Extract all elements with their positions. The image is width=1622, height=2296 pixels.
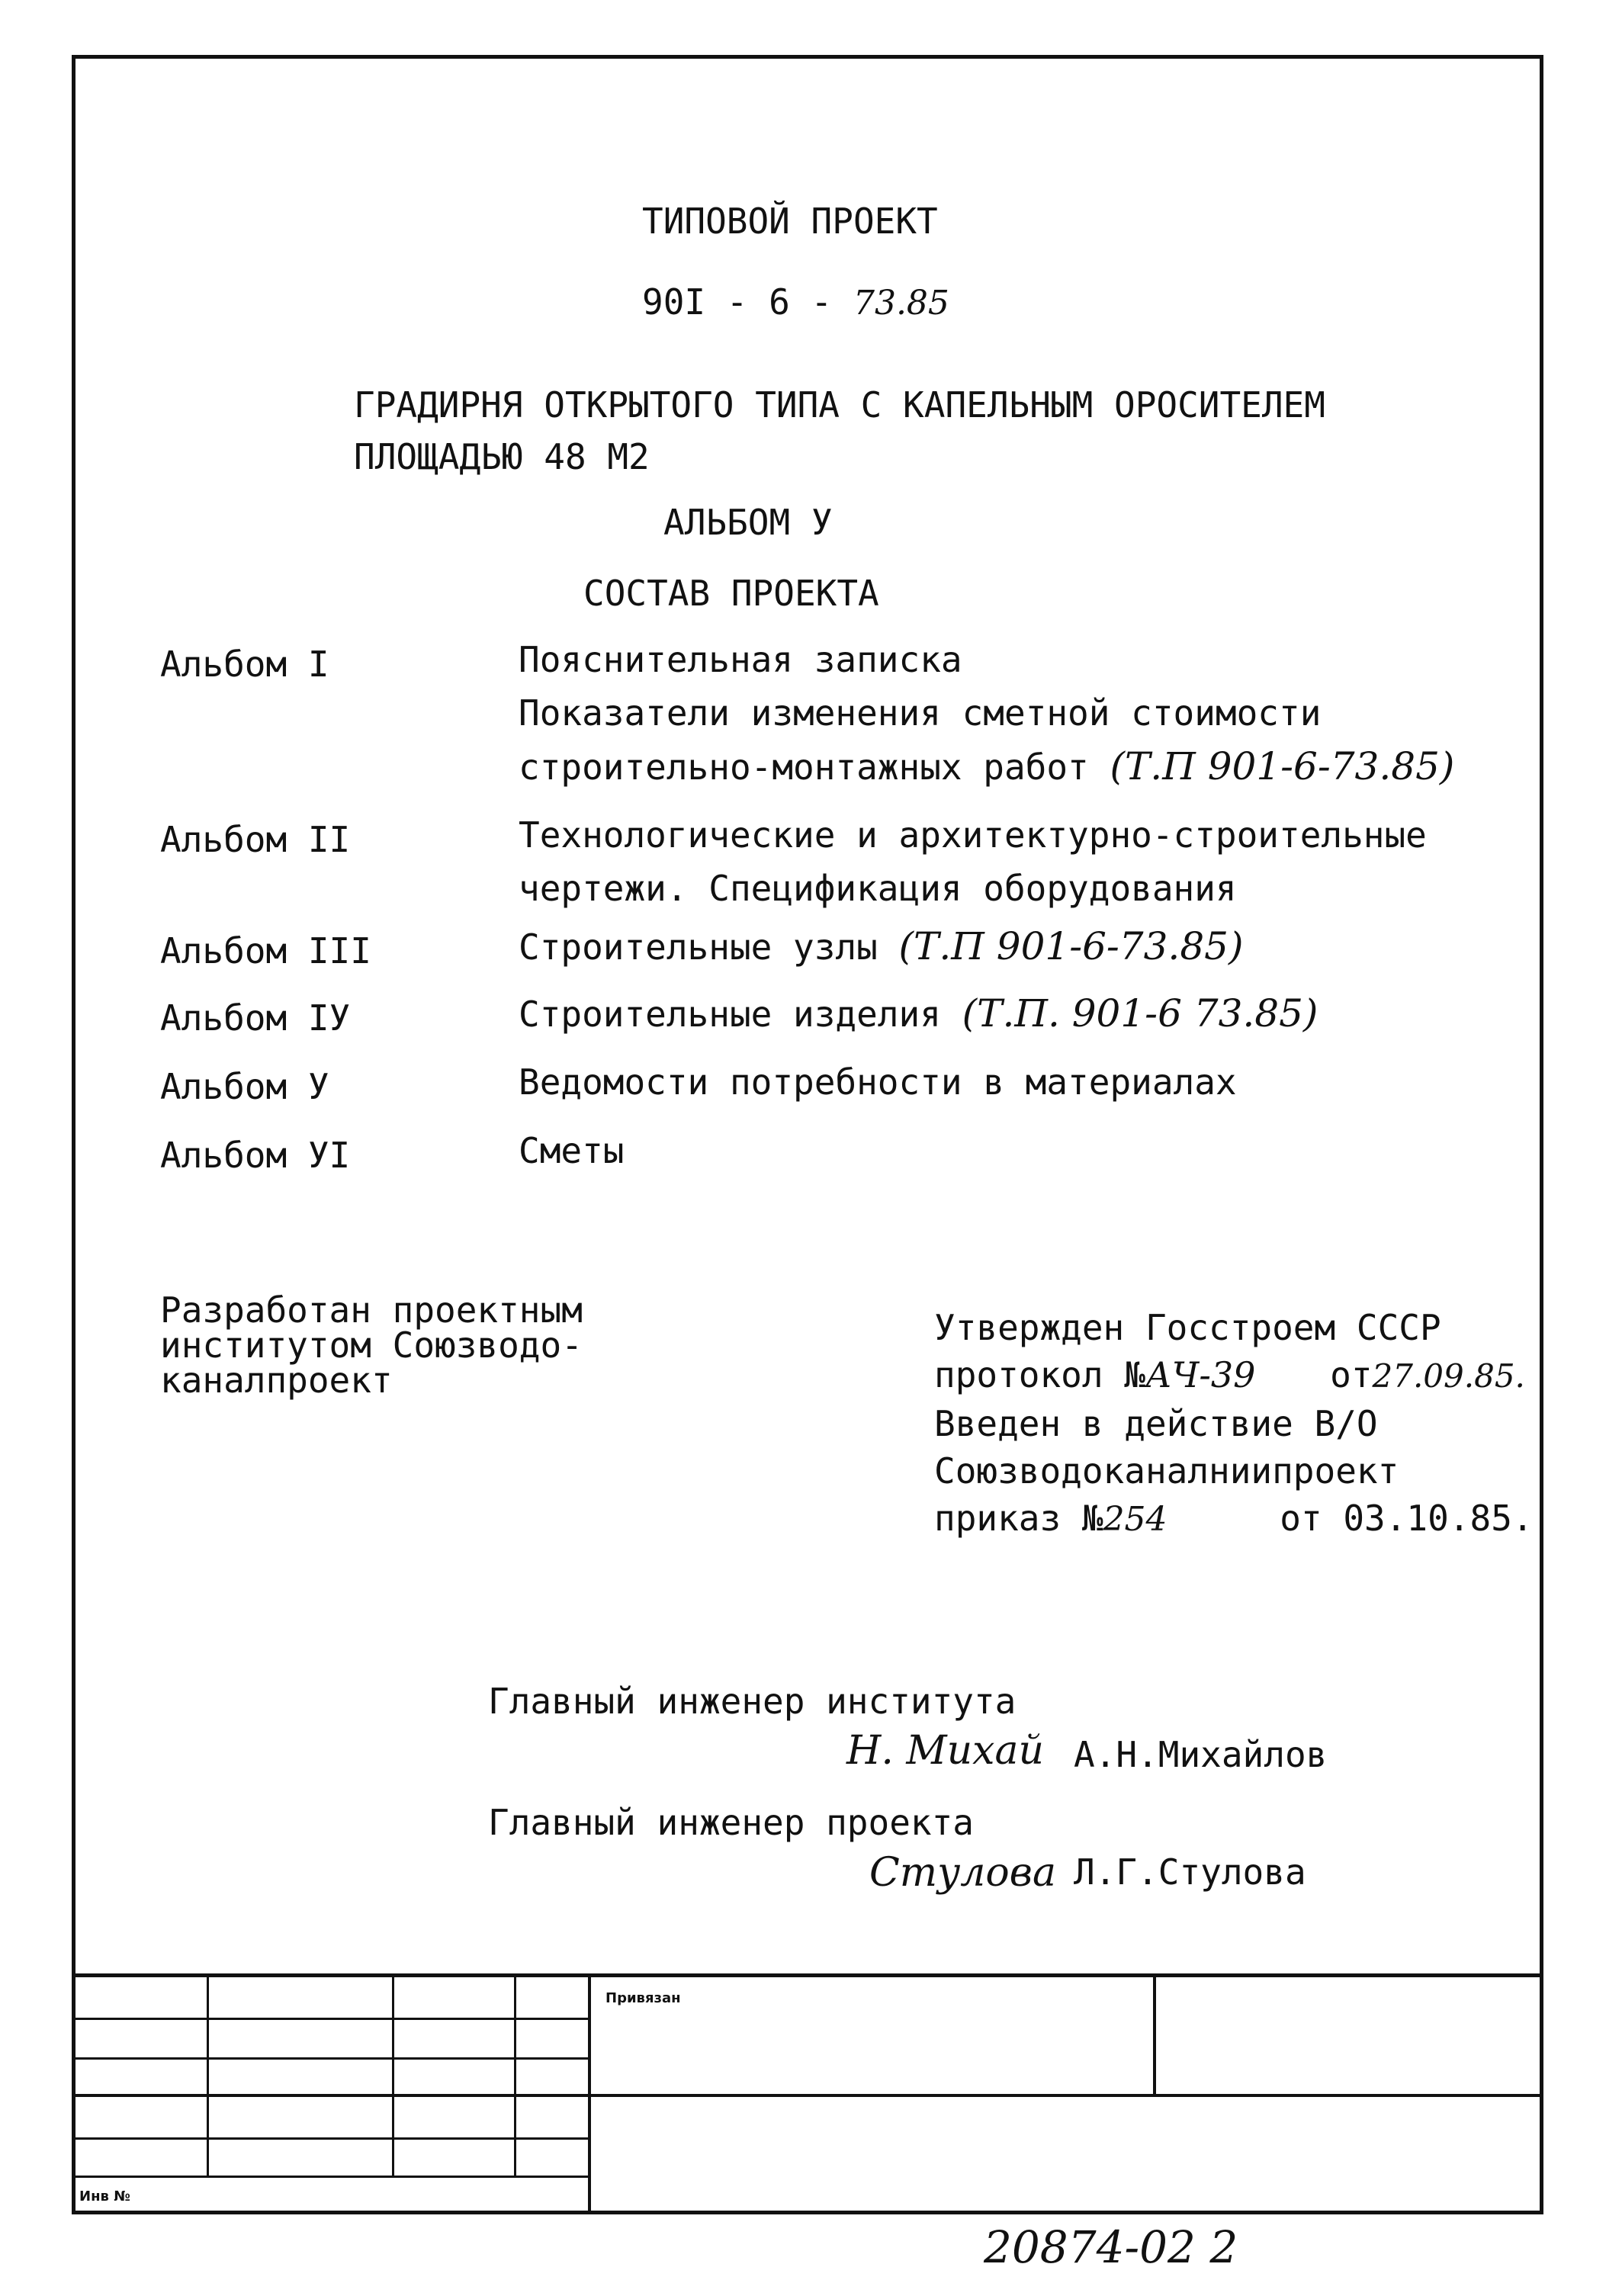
project-name-line2: ПЛОЩАДЬЮ 48 М2 [354, 436, 650, 477]
developer-line: каналпроект [160, 1360, 393, 1401]
album-label: Альбом III [160, 930, 371, 971]
album-label: Альбом У [160, 1066, 329, 1107]
developer-line: Разработан проектным [160, 1289, 583, 1331]
protocol-label: протокол № [934, 1354, 1145, 1395]
inventory-label: Инв № [79, 2188, 130, 2204]
album-line: Пояснительная записка [519, 639, 962, 680]
grid-line [514, 1973, 516, 2176]
album-description [519, 808, 1427, 915]
album-description [519, 920, 1243, 974]
grid-line [72, 2176, 590, 2178]
grid-line [72, 2057, 590, 2060]
grid-line [72, 2094, 1543, 2097]
grid-line [207, 1973, 209, 2176]
project-number-printed: 90I - 6 - [642, 281, 833, 323]
document-type: ТИПОВОЙ ПРОЕКТ [642, 201, 938, 242]
album-line: Ведомости потребности в материалах [519, 1061, 1237, 1103]
privyazan-label: Привязан [605, 1990, 681, 2006]
album-handwritten-ref: (Т.П 901-6-73.85) [898, 924, 1244, 968]
album-line-text: Строительные изделия [519, 994, 941, 1035]
album-line [519, 740, 1454, 794]
order-number: 254 [1103, 1500, 1168, 1539]
album-line-text: строительно-монтажных работ [519, 747, 1089, 788]
project-number-handwritten: 73.85 [853, 284, 949, 323]
chief-project-signature: Стулова [869, 1850, 1056, 1896]
album-label: Альбом УI [160, 1135, 351, 1176]
stamp-grid [72, 1973, 1543, 2214]
grid-line [72, 2137, 590, 2140]
approval-line: Введен в действие В/О [934, 1403, 1378, 1444]
album-description [519, 1124, 624, 1177]
grid-line [1153, 1973, 1156, 2095]
approval-protocol [934, 1351, 1534, 1400]
album-line-text: Строительные узлы [519, 926, 878, 968]
composition-heading: СОСТАВ ПРОЕКТА [583, 573, 879, 614]
footer-number: 20874-02 2 [984, 2221, 1238, 2273]
chief-project-title: Главный инженер проекта [488, 1802, 974, 1843]
album-line: чертежи. Спецификация оборудования [519, 868, 1237, 909]
developer-line: институтом Союзводо- [160, 1325, 583, 1366]
grid-line [588, 1973, 591, 2214]
album-line: Технологические и архитектурно-строительные [519, 814, 1427, 856]
grid-line [72, 1973, 1543, 1977]
protocol-date: 27.09.85. [1372, 1357, 1525, 1395]
album-title: АЛЬБОМ У [663, 502, 833, 543]
order-date: от 03.10.85. [1280, 1498, 1534, 1539]
project-number [642, 281, 949, 323]
approval-line: Союзводоканалниипроект [934, 1450, 1399, 1492]
album-line: Показатели изменения сметной стоимости [519, 692, 1322, 734]
album-line: Сметы [519, 1130, 625, 1171]
chief-institute-signature: Н. Михай [846, 1728, 1044, 1774]
approval-line: Утвержден Госстроем СССР [934, 1307, 1441, 1348]
approval-order [934, 1495, 1534, 1543]
developer-block [160, 1289, 583, 1401]
album-handwritten-ref: (Т.П. 901-6 73.85) [962, 991, 1318, 1036]
approval-block [934, 1304, 1534, 1543]
protocol-date-label: от [1330, 1354, 1373, 1395]
album-handwritten-ref: (Т.П 901-6-73.85) [1110, 744, 1455, 788]
album-description [519, 987, 1318, 1041]
album-label: Альбом IУ [160, 997, 351, 1039]
project-name-line1: ГРАДИРНЯ ОТКРЫТОГО ТИПА С КАПЕЛЬНЫМ ОРОСИТЕЛЕМ [354, 384, 1325, 425]
album-label: Альбом II [160, 819, 351, 860]
album-label: Альбом I [160, 644, 329, 685]
grid-line [72, 2018, 590, 2020]
album-description [519, 633, 1454, 794]
album-description [519, 1055, 1237, 1109]
chief-project-name: Л.Г.Стулова [1074, 1851, 1306, 1893]
order-label: приказ № [934, 1498, 1103, 1539]
album-line [519, 920, 1243, 974]
chief-institute-title: Главный инженер института [488, 1681, 1017, 1722]
grid-line [392, 1973, 394, 2176]
chief-institute-name: А.Н.Михайлов [1074, 1734, 1328, 1775]
protocol-number: АЧ-39 [1145, 1354, 1256, 1395]
album-line [519, 987, 1318, 1041]
